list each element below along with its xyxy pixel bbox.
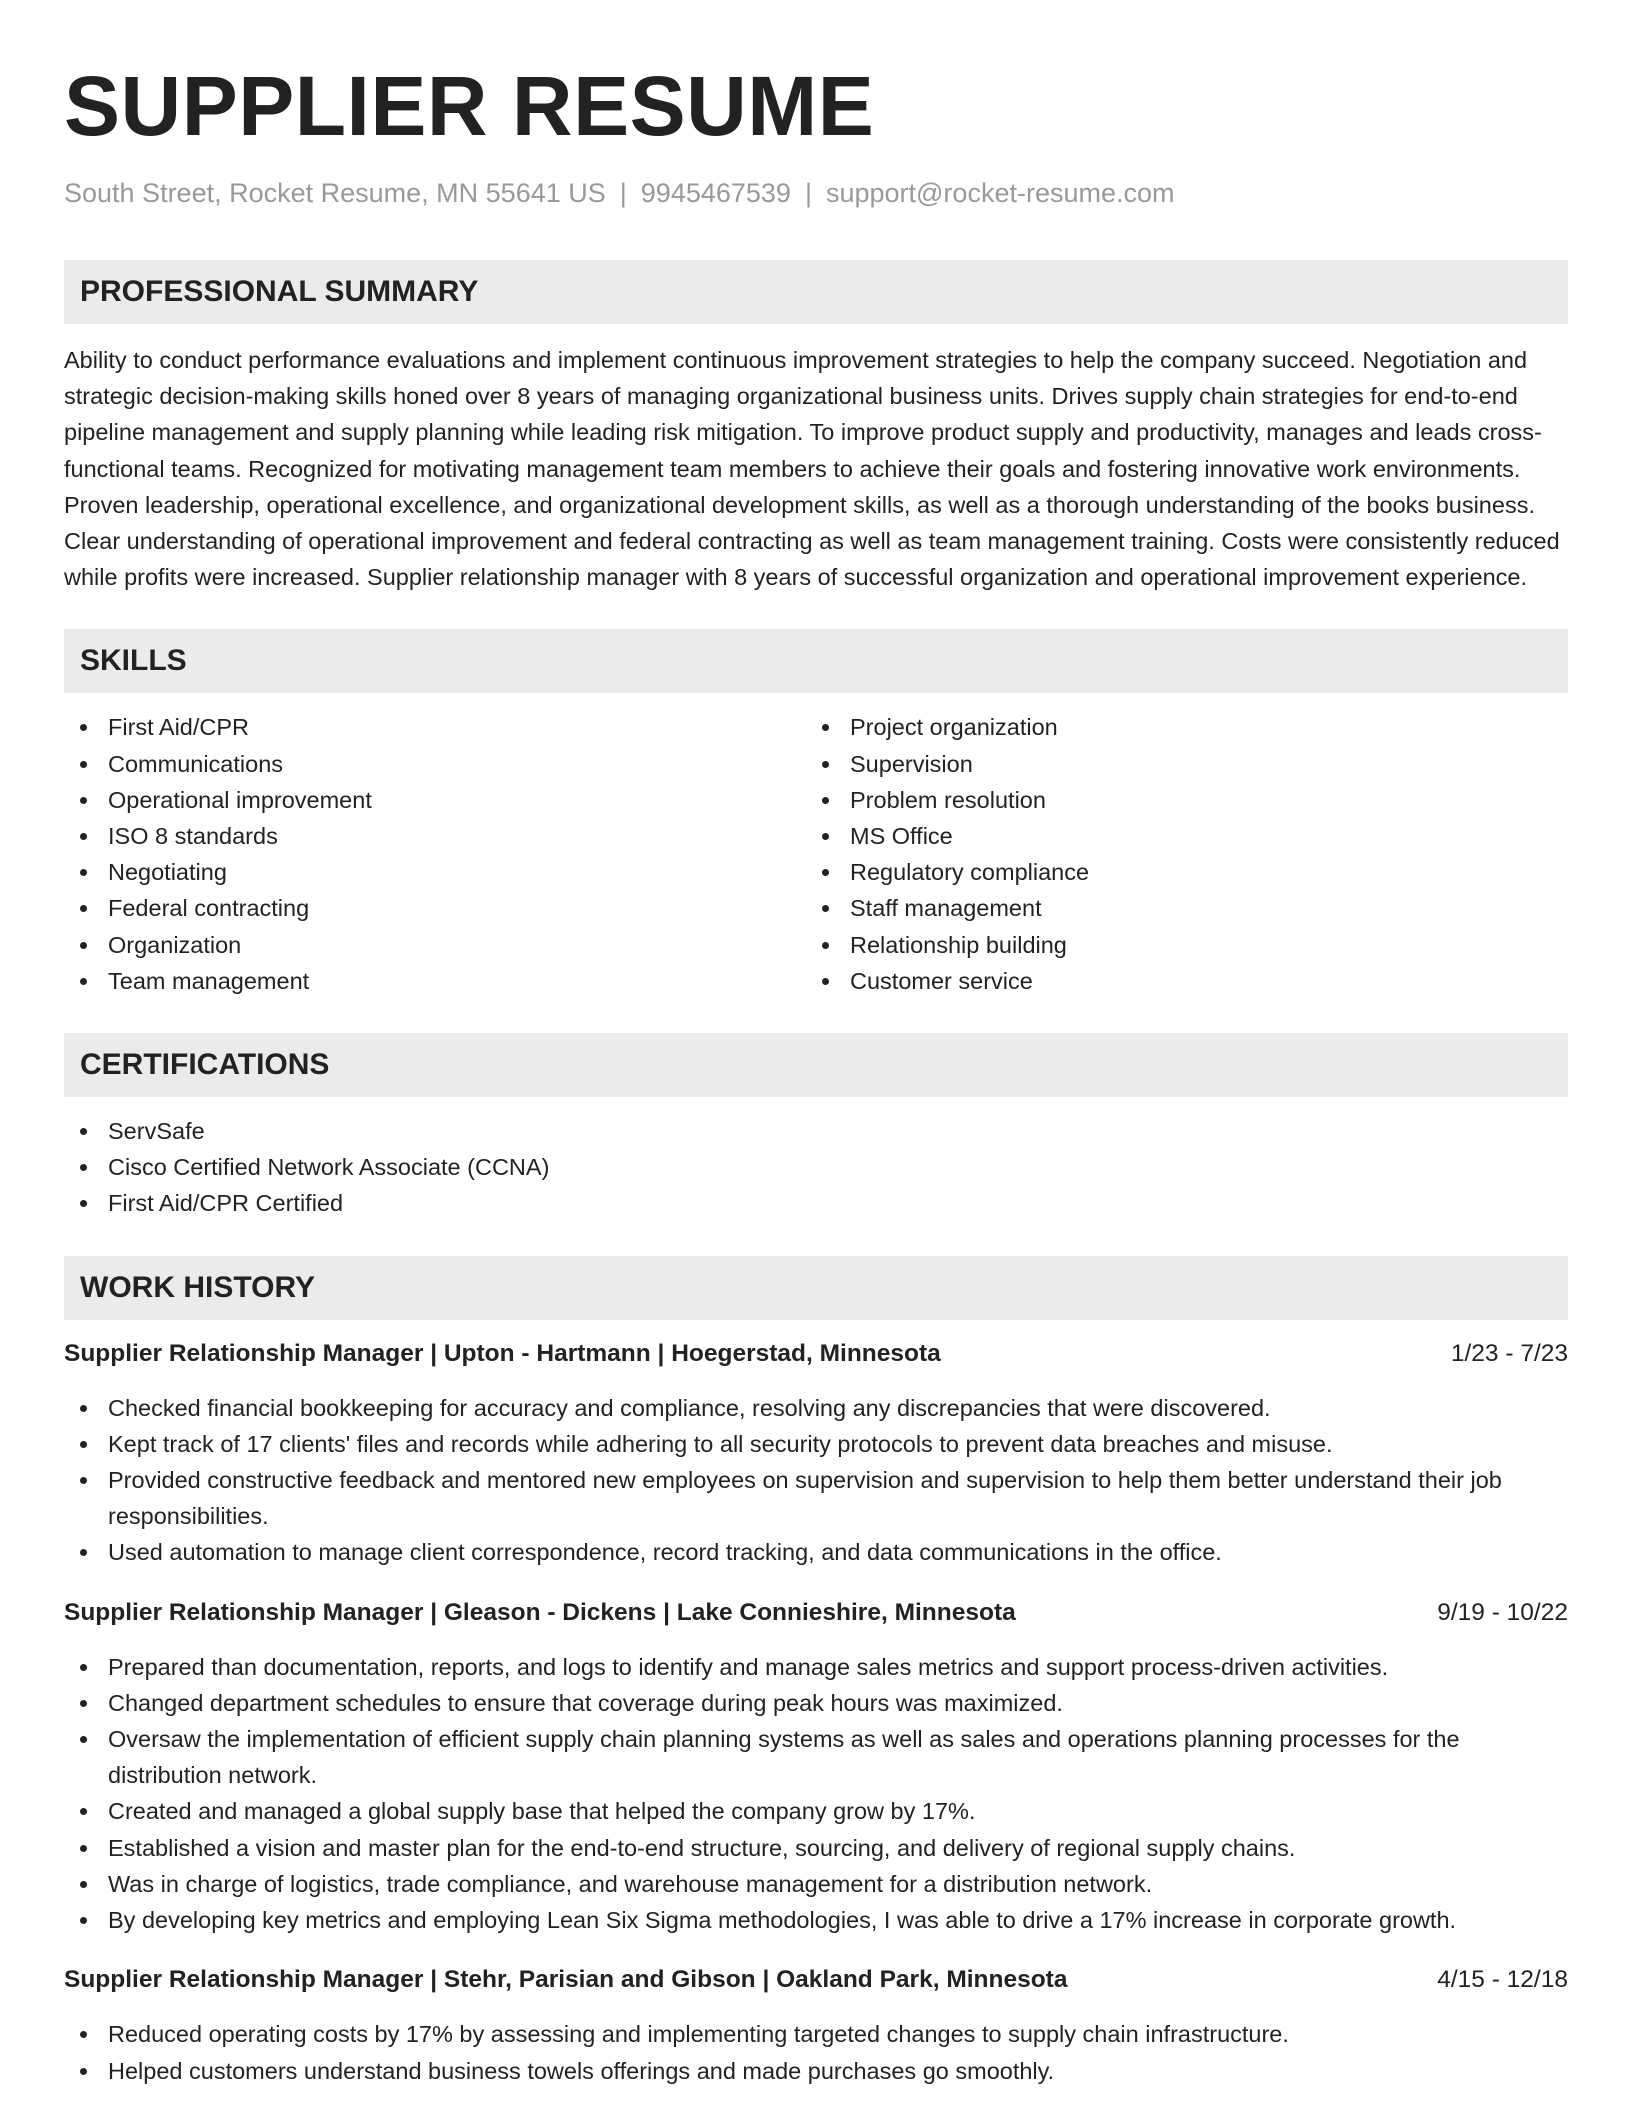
job-title: Supplier Relationship Manager | Upton - Hartmann | Hoegerstad, Minnesota (64, 1339, 941, 1367)
skill-item: Operational improvement (64, 782, 806, 818)
job-bullet: Prepared than documentation, reports, and logs to identify and manage sales metrics and support process-driven activities. (64, 1649, 1568, 1685)
skills-column-right (806, 709, 1548, 999)
job-bullets (64, 2016, 1568, 2088)
certification-item: Cisco Certified Network Associate (CCNA) (64, 1149, 1568, 1185)
skill-item: Communications (64, 746, 806, 782)
resume-title: SUPPLIER RESUME (64, 59, 875, 153)
skill-item: Federal contracting (64, 890, 806, 926)
job-dates: 9/19 - 10/22 (1437, 1598, 1568, 1626)
job-bullet: Checked financial bookkeeping for accuracy and compliance, resolving any discrepancies that were discovered. (64, 1390, 1568, 1426)
job-dates: 4/15 - 12/18 (1437, 1966, 1568, 1994)
skill-item: Supervision (806, 746, 1548, 782)
skill-item: Project organization (806, 709, 1548, 745)
contact-separator: | (619, 178, 627, 208)
job-bullet: Used automation to manage client correspondence, record tracking, and data communications in the office. (64, 1534, 1568, 1570)
skill-item: ISO 8 standards (64, 818, 806, 854)
skill-item: Team management (64, 963, 806, 999)
job-bullet: Created and managed a global supply base that helped the company grow by 17%. (64, 1793, 1568, 1829)
job-dates: 1/23 - 7/23 (1450, 1339, 1568, 1367)
job-bullet: By developing key metrics and employing Lean Six Sigma methodologies, I was able to drive a 17% increase in corporate growth. (64, 1902, 1568, 1938)
job-bullet: Changed department schedules to ensure that coverage during peak hours was maximized. (64, 1685, 1568, 1721)
certification-item: First Aid/CPR Certified (64, 1185, 1568, 1221)
section-header-certifications: CERTIFICATIONS (64, 1033, 1568, 1097)
job-bullet: Oversaw the implementation of efficient supply chain planning systems as well as sales and operations planning processes for the distribution network. (64, 1721, 1568, 1793)
job-header (64, 1962, 1568, 1998)
section-header-work-history: WORK HISTORY (64, 1256, 1568, 1320)
summary-text: Ability to conduct performance evaluations and implement continuous improvement strategies to help the company succeed. Negotiation and strategic decision-making skills honed over 8 years of managing organizational business units. Drives supply chain strategies for end-to-end pipeline management and supply planning while leading risk mitigation. To improve product supply and productivity, manages and leads cross-functional teams. Recognized for motivating management team members to achieve their goals and fostering innovative work environments. Proven leadership, operational excellence, and organizational development skills, as well as a thorough understanding of the books business. Clear understanding of operational improvement and federal contracting as well as team management training. Costs were consistently reduced while profits were increased. Supplier relationship manager with 8 years of successful organization and operational improvement experience. (64, 347, 1560, 591)
job-bullet: Kept track of 17 clients' files and records while adhering to all security protocols to prevent data breaches and misuse. (64, 1426, 1568, 1462)
job-title: Supplier Relationship Manager | Stehr, Parisian and Gibson | Oakland Park, Minnesota (64, 1966, 1068, 1994)
contact-email: support@rocket-resume.com (825, 178, 1175, 208)
skill-item: Relationship building (806, 927, 1548, 963)
contact-address: South Street, Rocket Resume, MN 55641 US (64, 178, 606, 208)
job-title: Supplier Relationship Manager | Gleason - Dickens | Lake Connieshire, Minnesota (64, 1598, 1016, 1626)
work-history-list (64, 1336, 1568, 2089)
skill-item: MS Office (806, 818, 1548, 854)
certification-item: ServSafe (64, 1113, 1568, 1149)
job-bullet: Reduced operating costs by 17% by assessing and implementing targeted changes to supply chain infrastructure. (64, 2016, 1568, 2052)
skill-item: Customer service (806, 963, 1548, 999)
contact-separator: | (804, 178, 812, 208)
skill-item: Organization (64, 927, 806, 963)
skill-item: Staff management (806, 890, 1548, 926)
job-bullet: Was in charge of logistics, trade compliance, and warehouse management for a distribution network. (64, 1866, 1568, 1902)
job-entry (64, 1595, 1568, 1939)
job-bullet: Established a vision and master plan for the end-to-end structure, sourcing, and delivery of regional supply chains. (64, 1830, 1568, 1866)
skill-item: Regulatory compliance (806, 854, 1548, 890)
job-entry (64, 1962, 1568, 2088)
job-bullets (64, 1390, 1568, 1571)
job-header (64, 1336, 1568, 1372)
job-entry (64, 1336, 1568, 1571)
contact-phone: 9945467539 (640, 178, 791, 208)
section-header-summary: PROFESSIONAL SUMMARY (64, 260, 1568, 324)
job-bullet: Provided constructive feedback and mentored new employees on supervision and supervision to help them better understand their job responsibilities. (64, 1462, 1568, 1534)
job-bullets (64, 1649, 1568, 1939)
contact-line (64, 176, 1568, 210)
skill-item: Negotiating (64, 854, 806, 890)
skills-list (64, 709, 1568, 999)
skills-column-left (64, 709, 806, 999)
certifications-list (64, 1113, 1568, 1222)
job-header (64, 1595, 1568, 1631)
skill-item: Problem resolution (806, 782, 1548, 818)
skill-item: First Aid/CPR (64, 709, 806, 745)
job-bullet: Helped customers understand business towels offerings and made purchases go smoothly. (64, 2053, 1568, 2089)
section-header-skills: SKILLS (64, 629, 1568, 693)
